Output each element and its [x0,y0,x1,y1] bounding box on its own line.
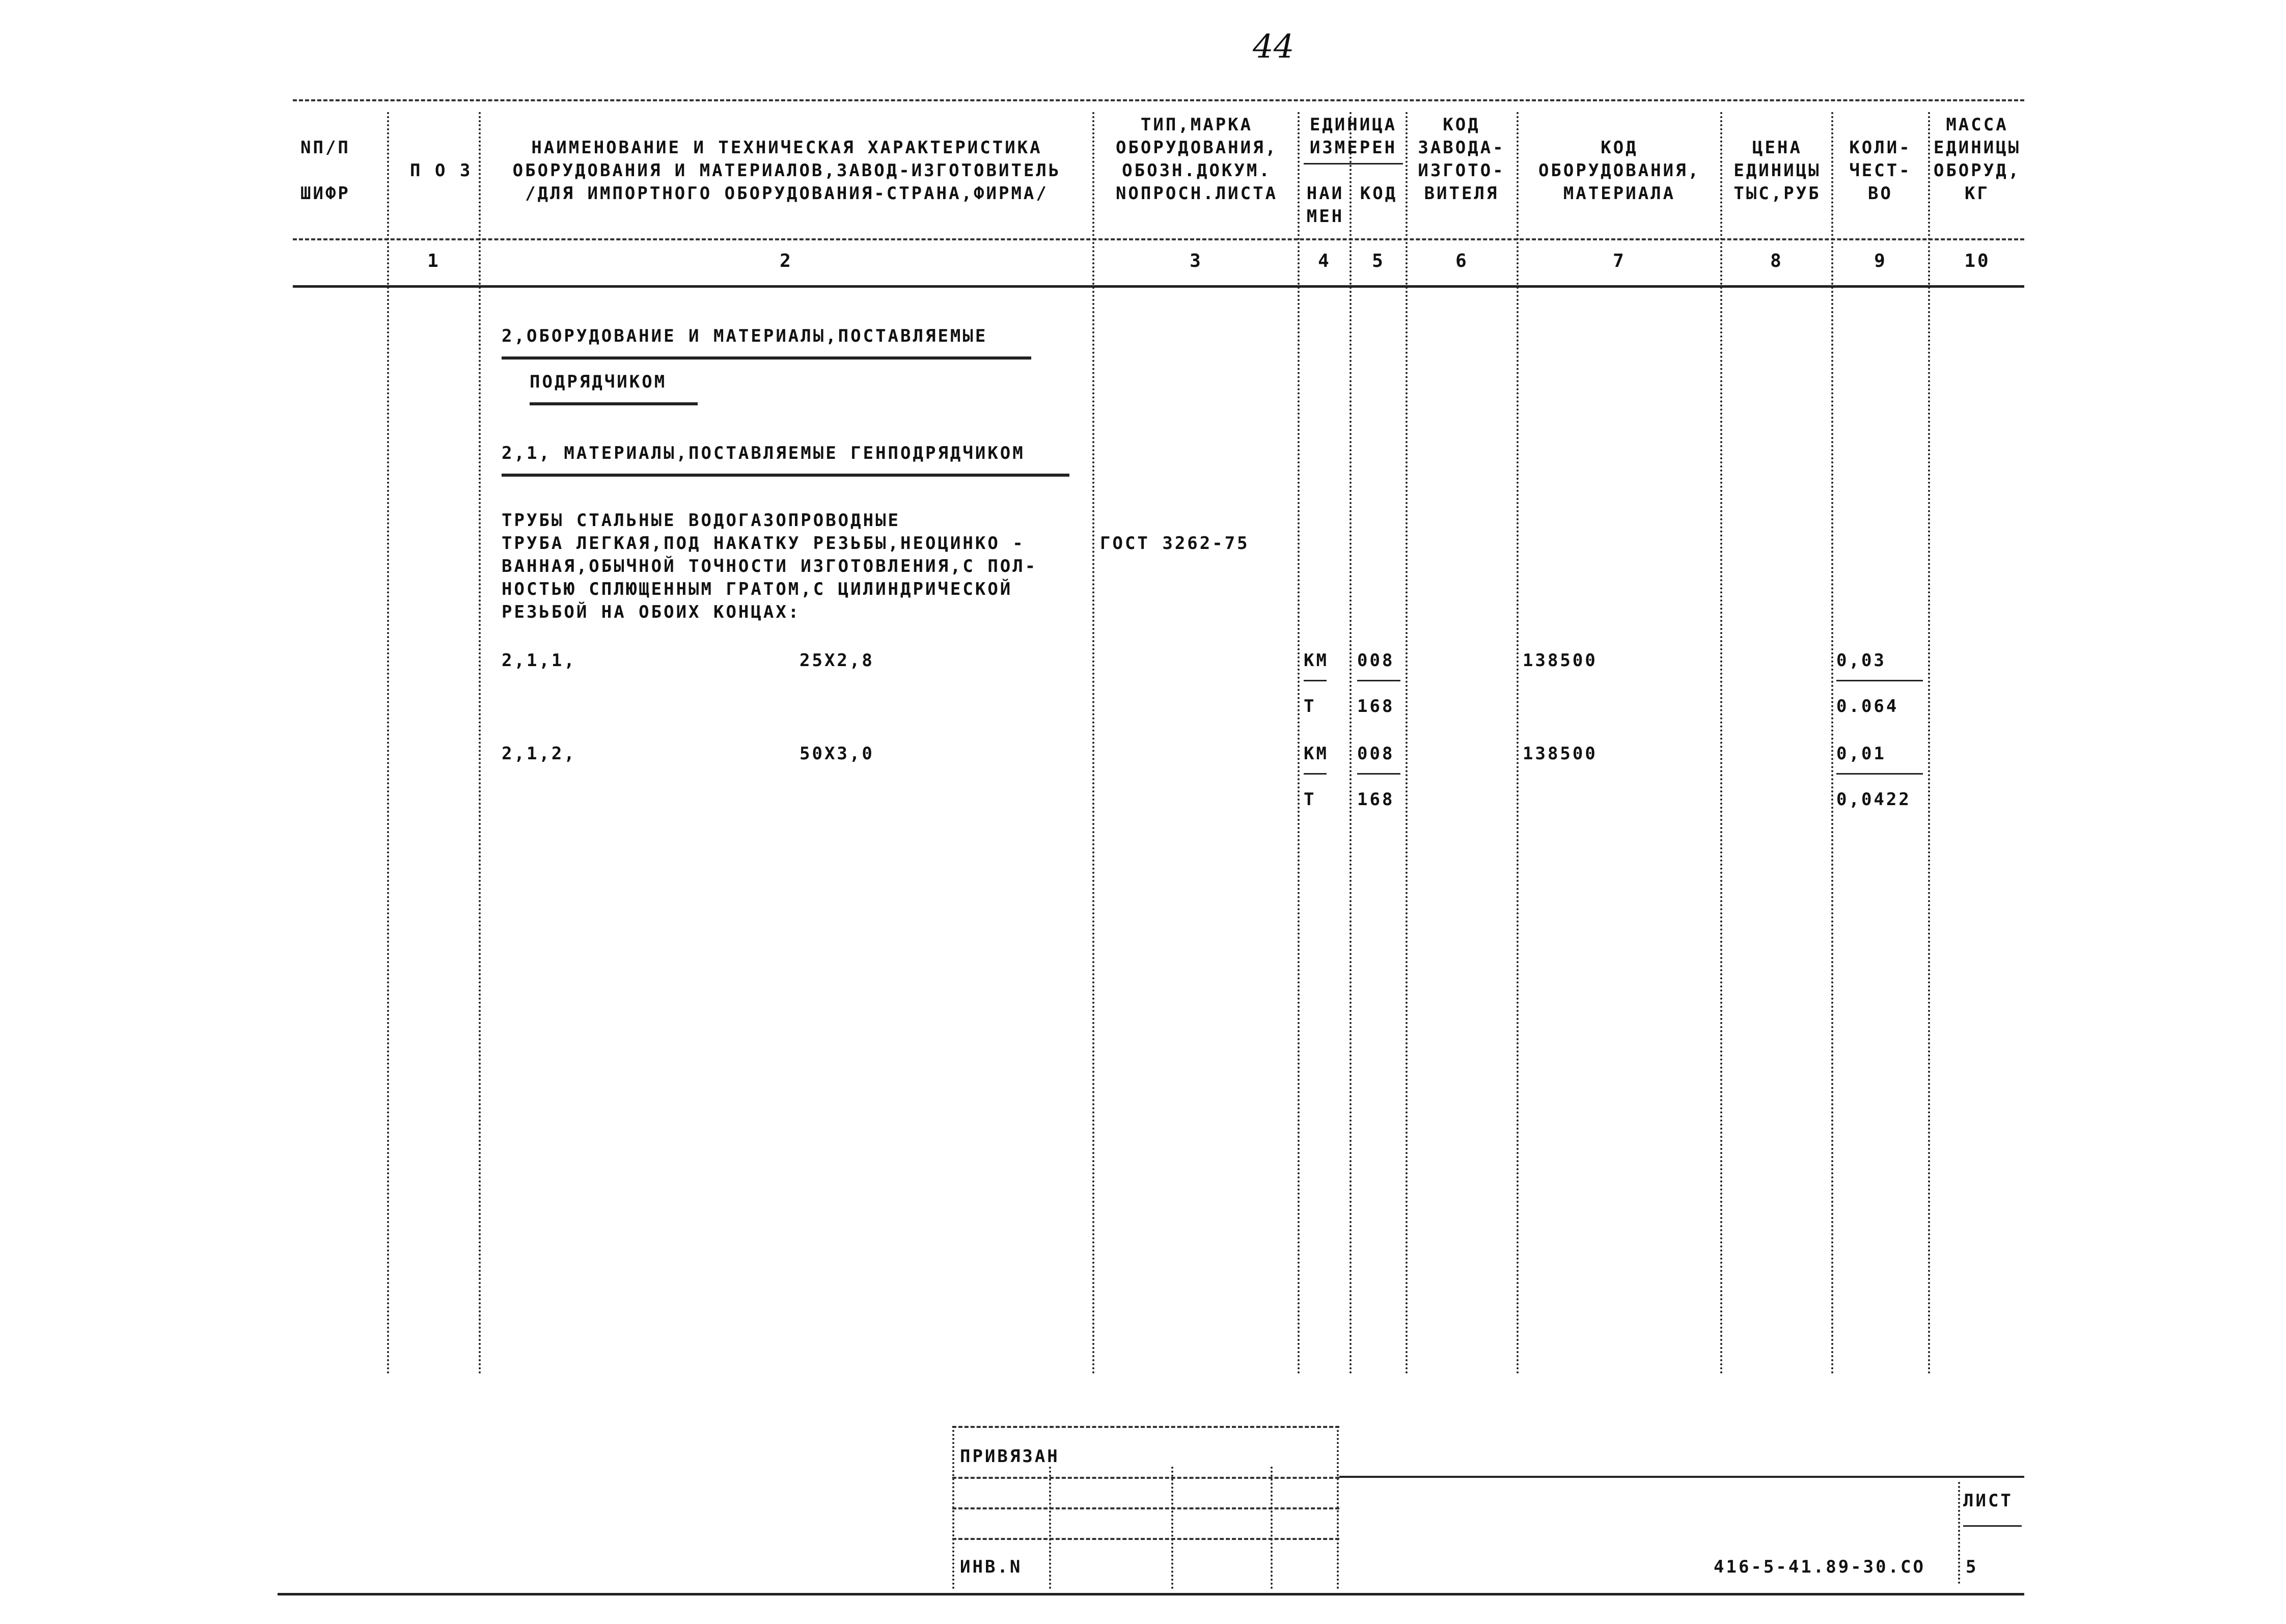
stamp-inv: ИНВ.N [960,1557,1023,1577]
section-2-1-underline [502,474,1069,477]
colnum-1: 1 [427,251,440,271]
header-type-line3: ОБОЗН.ДОКУМ. [1122,160,1272,181]
col-sep-4 [1298,112,1300,1375]
colnum-4: 4 [1318,251,1331,271]
item-2-qty2: 0,0422 [1836,789,1911,810]
item-2-code2: 168 [1357,789,1395,810]
col-sep-6 [1406,112,1408,1375]
col-sep-3 [1092,112,1094,1375]
item-1-qty1: 0,03 [1836,650,1886,671]
item-2-code-rule [1357,773,1400,775]
item-2-qty-rule [1836,773,1923,775]
header-unit-men: МЕН [1306,206,1344,227]
colnum-9: 9 [1874,251,1887,271]
col-sep-8 [1720,112,1722,1375]
page-number: 44 [1253,28,1295,66]
header-mass-line4: КГ [1965,183,1990,204]
header-code-line2: ОБОРУДОВАНИЯ, [1538,160,1701,181]
colnum-bottom-rule [293,285,2024,288]
item-1-code2: 168 [1357,696,1395,717]
stamp-inner-sep-3 [1271,1467,1273,1589]
stamp-inner-sep-2 [1171,1467,1173,1589]
stamp-inner-sep-1 [1049,1467,1051,1589]
header-type-line4: NОПРОСН.ЛИСТА [1115,183,1278,204]
item-1-pos: 2,1,1, [502,650,576,671]
header-factory-line3: ИЗГОТО- [1418,160,1505,181]
header-bottom-rule [293,238,2024,240]
item-2-size: 50X3,0 [800,744,874,764]
description-line-4: НОСТЬЮ СПЛЮЩЕННЫМ ГРАТОМ,С ЦИЛИНДРИЧЕСКОЙ [502,579,1013,599]
stamp-sheet-sep [1958,1482,1960,1584]
header-mass-line2: ЕДИНИЦЫ [1933,137,2021,158]
header-qty-line1: КОЛИ- [1849,137,1912,158]
item-2-unit-rule [1304,773,1327,775]
header-factory-line4: ВИТЕЛЯ [1424,183,1499,204]
header-unit-rule [1304,163,1403,164]
col-sep-2 [479,112,481,1375]
colnum-2: 2 [780,251,793,271]
section-2-heading-cont: ПОДРЯДЧИКОМ [530,372,667,392]
colnum-7: 7 [1613,251,1626,271]
description-line-5: РЕЗЬБОЙ НА ОБОИХ КОНЦАХ: [502,602,801,622]
stamp-list-label: ЛИСТ [1963,1491,2013,1511]
section-2-cont-underline [530,402,698,405]
colnum-8: 8 [1770,251,1783,271]
item-2-unit1: КМ [1304,744,1329,764]
stamp-row-rule-2 [952,1507,1339,1509]
table-top-rule [293,99,2024,101]
stamp-right-rule [1339,1476,2024,1478]
colnum-5: 5 [1372,251,1385,271]
header-type-line1: ТИП,МАРКА [1140,115,1253,135]
stamp-privyazan: ПРИВЯЗАН [960,1446,1060,1467]
item-2-material-code: 138500 [1523,744,1598,764]
stamp-top-rule [952,1426,1339,1428]
col-sep-7 [1517,112,1519,1375]
item-1-size: 25X2,8 [800,650,874,671]
section-2-1-heading: 2,1, МАТЕРИАЛЫ,ПОСТАВЛЯЕМЫЕ ГЕНПОДРЯДЧИКОМ [502,443,1025,463]
colnum-10: 10 [1964,251,1991,271]
item-1-unit-rule [1304,680,1327,681]
item-1-qty2: 0.064 [1836,696,1899,717]
stamp-sheet-number: 5 [1966,1557,1978,1577]
section-2-heading: 2,ОБОРУДОВАНИЕ И МАТЕРИАЛЫ,ПОСТАВЛЯЕМЫЕ [502,326,988,346]
header-unit-kod: КОД [1360,183,1398,204]
header-poz: П О З [410,160,473,181]
header-npp: NП/П [300,137,350,158]
header-mass-line3: ОБОРУД, [1933,160,2021,181]
header-code-line3: МАТЕРИАЛА [1563,183,1676,204]
item-1-qty-rule [1836,680,1923,681]
col-sep-10 [1928,112,1930,1375]
header-name-line1: НАИМЕНОВАНИЕ И ТЕХНИЧЕСКАЯ ХАРАКТЕРИСТИКА [531,137,1042,158]
description-line-1: ТРУБЫ СТАЛЬНЫЕ ВОДОГАЗОПРОВОДНЫЕ [502,510,901,531]
stamp-doc-code: 416-5-41.89-30.СО [1714,1557,1925,1577]
description-line-2: ТРУБА ЛЕГКАЯ,ПОД НАКАТКУ РЕЗЬБЫ,НЕОЦИНКО - [502,533,1025,554]
item-1-unit2: Т [1304,696,1316,717]
gost-reference: ГОСТ 3262-75 [1100,533,1250,554]
col-sep-1 [387,112,389,1375]
colnum-6: 6 [1455,251,1469,271]
header-factory-line2: ЗАВОДА- [1418,137,1505,158]
item-2-qty1: 0,01 [1836,744,1886,764]
item-1-code1: 008 [1357,650,1395,671]
header-qty-line3: ВО [1868,183,1893,204]
stamp-row-rule-1 [952,1477,1339,1479]
item-2-pos: 2,1,2, [502,744,576,764]
header-unit-line2: ИЗМЕРЕН [1309,137,1397,158]
header-shifr: ШИФР [300,183,350,204]
item-1-code-rule [1357,680,1400,681]
header-mass-line1: МАССА [1946,115,2008,135]
header-price-line3: ТЫС,РУБ [1733,183,1821,204]
header-type-line2: ОБОРУДОВАНИЯ, [1115,137,1278,158]
item-2-code1: 008 [1357,744,1395,764]
item-1-material-code: 138500 [1523,650,1598,671]
header-name-line2: ОБОРУДОВАНИЯ И МАТЕРИАЛОВ,ЗАВОД-ИЗГОТОВИТЕЛЬ [512,160,1061,181]
col-sep-5 [1349,112,1352,1375]
header-qty-line2: ЧЕСТ- [1849,160,1912,181]
header-factory-line1: КОД [1443,115,1480,135]
header-price-line2: ЕДИНИЦЫ [1733,160,1821,181]
header-price-line1: ЦЕНА [1752,137,1802,158]
item-1-unit1: КМ [1304,650,1329,671]
colnum-3: 3 [1190,251,1203,271]
header-unit-line1: ЕДИНИЦА [1309,115,1397,135]
stamp-list-rule [1963,1525,2022,1527]
header-code-line1: КОД [1601,137,1638,158]
page-bottom-rule [278,1593,2024,1595]
item-2-unit2: Т [1304,789,1316,810]
header-name-line3: /ДЛЯ ИМПОРТНОГО ОБОРУДОВАНИЯ-СТРАНА,ФИРМА/ [525,183,1049,204]
stamp-row-rule-3 [952,1538,1339,1540]
col-sep-9 [1831,112,1833,1375]
section-2-underline [502,356,1031,360]
header-unit-nai: НАИ [1306,183,1344,204]
description-line-3: ВАННАЯ,ОБЫЧНОЙ ТОЧНОСТИ ИЗГОТОВЛЕНИЯ,С ПОЛ- [502,556,1038,576]
